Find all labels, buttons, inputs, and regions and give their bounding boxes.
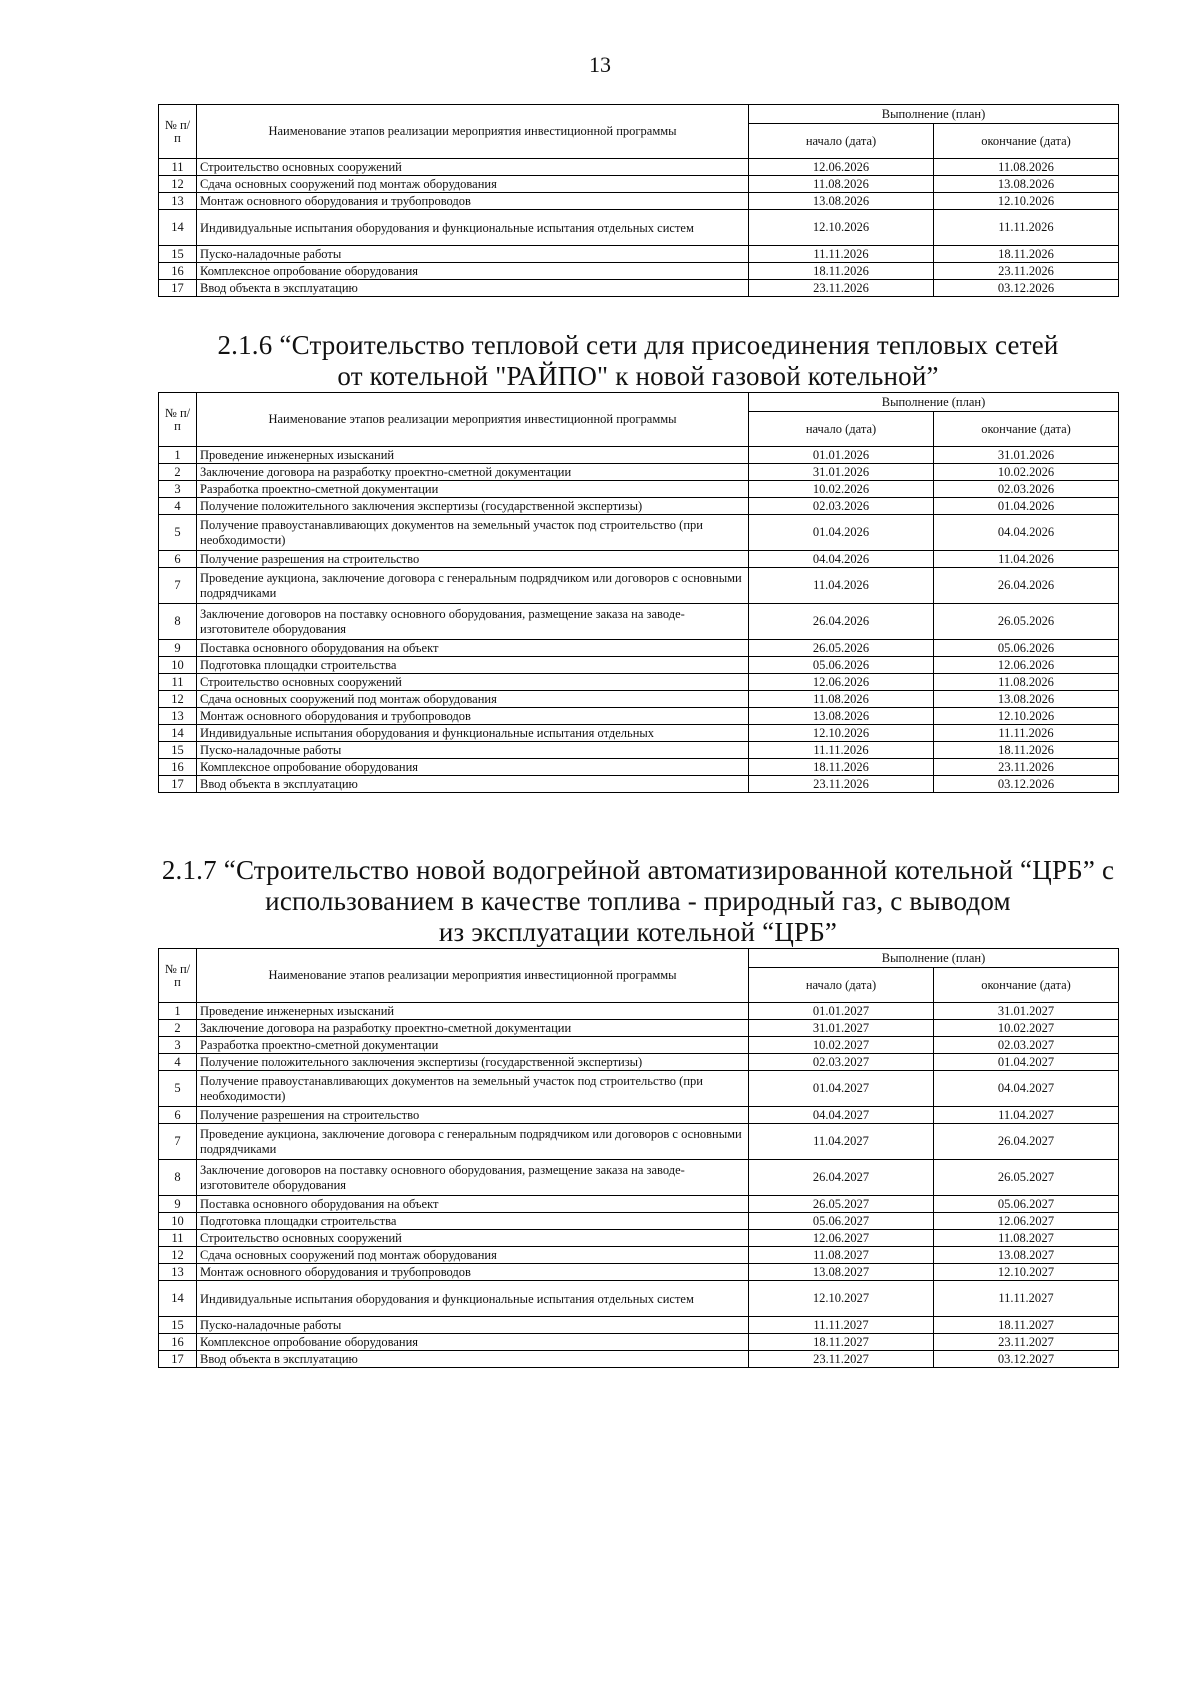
end-date: 02.03.2026 <box>934 481 1119 498</box>
start-date: 26.04.2027 <box>749 1160 934 1196</box>
row-number: 16 <box>159 1334 197 1351</box>
stage-name: Заключение договора на разработку проектно-сметной документации <box>197 464 749 481</box>
end-date: 26.04.2026 <box>934 568 1119 604</box>
end-date: 31.01.2026 <box>934 447 1119 464</box>
end-date: 02.03.2027 <box>934 1037 1119 1054</box>
table-row <box>159 1124 1119 1160</box>
table-row <box>159 1107 1119 1124</box>
header-group: Выполнение (план) <box>749 105 1119 124</box>
table-row <box>159 1351 1119 1368</box>
row-number: 11 <box>159 674 197 691</box>
end-date: 04.04.2026 <box>934 515 1119 551</box>
stage-name: Монтаж основного оборудования и трубопроводов <box>197 193 749 210</box>
end-date: 01.04.2027 <box>934 1054 1119 1071</box>
row-number: 15 <box>159 742 197 759</box>
end-date: 12.10.2026 <box>934 193 1119 210</box>
row-number: 7 <box>159 568 197 604</box>
end-date: 03.12.2027 <box>934 1351 1119 1368</box>
header-end: окончание (дата) <box>934 124 1119 159</box>
row-number: 17 <box>159 776 197 793</box>
start-date: 12.06.2026 <box>749 674 934 691</box>
start-date: 02.03.2027 <box>749 1054 934 1071</box>
table-row <box>159 1334 1119 1351</box>
section-title <box>158 330 1118 392</box>
row-number: 17 <box>159 1351 197 1368</box>
table-row <box>159 1196 1119 1213</box>
start-date: 11.08.2026 <box>749 176 934 193</box>
table-row <box>159 657 1119 674</box>
table-row <box>159 515 1119 551</box>
header-group: Выполнение (план) <box>749 393 1119 412</box>
stage-name: Проведение инженерных изысканий <box>197 447 749 464</box>
start-date: 01.04.2026 <box>749 515 934 551</box>
stage-name: Комплексное опробование оборудования <box>197 759 749 776</box>
end-date: 11.11.2026 <box>934 725 1119 742</box>
stage-name: Получение разрешения на строительство <box>197 551 749 568</box>
stage-name: Пуско-наладочные работы <box>197 246 749 263</box>
start-date: 05.06.2026 <box>749 657 934 674</box>
table-body-2 <box>159 447 1119 793</box>
start-date: 01.01.2026 <box>749 447 934 464</box>
stage-name: Поставка основного оборудования на объект <box>197 640 749 657</box>
stage-name: Заключение договоров на поставку основного оборудования, размещение заказа на заводе-изготовителе оборудования <box>197 1160 749 1196</box>
stage-name: Сдача основных сооружений под монтаж оборудования <box>197 176 749 193</box>
end-date: 23.11.2026 <box>934 263 1119 280</box>
table-row <box>159 246 1119 263</box>
row-number: 12 <box>159 1247 197 1264</box>
section-title-line-2: от котельной "РАЙПО" к новой газовой котельной” <box>337 361 939 391</box>
row-number: 12 <box>159 691 197 708</box>
header-start: начало (дата) <box>749 124 934 159</box>
stage-name: Подготовка площадки строительства <box>197 1213 749 1230</box>
start-date: 18.11.2026 <box>749 263 934 280</box>
end-date: 26.04.2027 <box>934 1124 1119 1160</box>
row-number: 11 <box>159 1230 197 1247</box>
start-date: 13.08.2026 <box>749 708 934 725</box>
stage-name: Ввод объекта в эксплуатацию <box>197 1351 749 1368</box>
table-row <box>159 1264 1119 1281</box>
table-row <box>159 776 1119 793</box>
end-date: 03.12.2026 <box>934 776 1119 793</box>
row-number: 3 <box>159 1037 197 1054</box>
start-date: 11.11.2026 <box>749 246 934 263</box>
header-num: № п/п <box>159 949 197 1003</box>
row-number: 15 <box>159 246 197 263</box>
row-number: 9 <box>159 640 197 657</box>
row-number: 17 <box>159 280 197 297</box>
stage-name: Строительство основных сооружений <box>197 674 749 691</box>
header-num: № п/п <box>159 393 197 447</box>
stage-name: Поставка основного оборудования на объект <box>197 1196 749 1213</box>
table-body-3 <box>159 1003 1119 1368</box>
end-date: 31.01.2027 <box>934 1003 1119 1020</box>
stage-name: Пуско-наладочные работы <box>197 1317 749 1334</box>
stage-name: Строительство основных сооружений <box>197 1230 749 1247</box>
stage-name: Индивидуальные испытания оборудования и функциональные испытания отдельных систем <box>197 1281 749 1317</box>
row-number: 6 <box>159 1107 197 1124</box>
row-number: 14 <box>159 1281 197 1317</box>
end-date: 18.11.2026 <box>934 742 1119 759</box>
table-row <box>159 1054 1119 1071</box>
page-number: 13 <box>589 52 611 77</box>
start-date: 12.06.2026 <box>749 159 934 176</box>
stage-name: Монтаж основного оборудования и трубопроводов <box>197 708 749 725</box>
stage-name: Сдача основных сооружений под монтаж оборудования <box>197 691 749 708</box>
section-title-line-1: 2.1.7 “Строительство новой водогрейной автоматизированной котельной “ЦРБ” с <box>161 855 1115 885</box>
start-date: 10.02.2026 <box>749 481 934 498</box>
stage-name: Индивидуальные испытания оборудования и функциональные испытания отдельных <box>197 725 749 742</box>
start-date: 11.11.2026 <box>749 742 934 759</box>
stage-name: Индивидуальные испытания оборудования и функциональные испытания отдельных систем <box>197 210 749 246</box>
end-date: 12.10.2027 <box>934 1264 1119 1281</box>
end-date: 11.04.2026 <box>934 551 1119 568</box>
table-row <box>159 159 1119 176</box>
table-row <box>159 604 1119 640</box>
start-date: 26.04.2026 <box>749 604 934 640</box>
row-number: 11 <box>159 159 197 176</box>
table-body-1 <box>159 159 1119 297</box>
start-date: 12.10.2026 <box>749 725 934 742</box>
row-number: 2 <box>159 1020 197 1037</box>
end-date: 18.11.2026 <box>934 246 1119 263</box>
table-row <box>159 1037 1119 1054</box>
row-number: 8 <box>159 604 197 640</box>
section-title <box>158 855 1118 948</box>
table-row <box>159 1020 1119 1037</box>
stage-name: Сдача основных сооружений под монтаж оборудования <box>197 1247 749 1264</box>
table-row <box>159 1317 1119 1334</box>
stage-name: Ввод объекта в эксплуатацию <box>197 776 749 793</box>
stage-name: Заключение договора на разработку проектно-сметной документации <box>197 1020 749 1037</box>
header-num: № п/п <box>159 105 197 159</box>
row-number: 10 <box>159 657 197 674</box>
row-number: 1 <box>159 447 197 464</box>
section-title-line-3: из эксплуатации котельной “ЦРБ” <box>438 917 838 947</box>
row-number: 10 <box>159 1213 197 1230</box>
end-date: 05.06.2026 <box>934 640 1119 657</box>
table-row <box>159 1003 1119 1020</box>
end-date: 01.04.2026 <box>934 498 1119 515</box>
end-date: 23.11.2027 <box>934 1334 1119 1351</box>
section-2-1-7 <box>158 855 1118 1368</box>
stage-name: Проведение аукциона, заключение договора с генеральным подрядчиком или договоров с основными подрядчиками <box>197 568 749 604</box>
start-date: 26.05.2026 <box>749 640 934 657</box>
end-date: 18.11.2027 <box>934 1317 1119 1334</box>
row-number: 8 <box>159 1160 197 1196</box>
end-date: 12.06.2026 <box>934 657 1119 674</box>
table-row <box>159 1281 1119 1317</box>
end-date: 11.08.2026 <box>934 674 1119 691</box>
table-row <box>159 674 1119 691</box>
end-date: 11.08.2026 <box>934 159 1119 176</box>
start-date: 01.01.2027 <box>749 1003 934 1020</box>
start-date: 11.11.2027 <box>749 1317 934 1334</box>
section-title-line-1: 2.1.6 “Строительство тепловой сети для присоединения тепловых сетей <box>217 330 1059 360</box>
table-section-1 <box>158 104 1118 297</box>
stage-name: Подготовка площадки строительства <box>197 657 749 674</box>
row-number: 7 <box>159 1124 197 1160</box>
start-date: 26.05.2027 <box>749 1196 934 1213</box>
row-number: 2 <box>159 464 197 481</box>
stage-name: Получение положительного заключения экспертизы (государственной экспертизы) <box>197 498 749 515</box>
start-date: 13.08.2027 <box>749 1264 934 1281</box>
header-name: Наименование этапов реализации мероприятия инвестиционной программы <box>197 949 749 1003</box>
end-date: 10.02.2027 <box>934 1020 1119 1037</box>
end-date: 10.02.2026 <box>934 464 1119 481</box>
table-row <box>159 551 1119 568</box>
end-date: 11.04.2027 <box>934 1107 1119 1124</box>
start-date: 04.04.2026 <box>749 551 934 568</box>
start-date: 12.10.2027 <box>749 1281 934 1317</box>
start-date: 01.04.2027 <box>749 1071 934 1107</box>
table-row <box>159 759 1119 776</box>
table-row <box>159 176 1119 193</box>
table-row <box>159 1230 1119 1247</box>
section-2-1-6 <box>158 330 1118 793</box>
table-header <box>159 949 1119 1003</box>
row-number: 14 <box>159 725 197 742</box>
start-date: 11.04.2026 <box>749 568 934 604</box>
end-date: 04.04.2027 <box>934 1071 1119 1107</box>
table-row <box>159 691 1119 708</box>
row-number: 13 <box>159 1264 197 1281</box>
section-title-line-2: использованием в качестве топлива - природный газ, с выводом <box>265 886 1011 916</box>
header-start: начало (дата) <box>749 968 934 1003</box>
end-date: 26.05.2027 <box>934 1160 1119 1196</box>
row-number: 5 <box>159 1071 197 1107</box>
start-date: 02.03.2026 <box>749 498 934 515</box>
schedule-table-2 <box>158 392 1119 793</box>
start-date: 10.02.2027 <box>749 1037 934 1054</box>
table-row <box>159 1160 1119 1196</box>
stage-name: Получение разрешения на строительство <box>197 1107 749 1124</box>
start-date: 11.08.2026 <box>749 691 934 708</box>
start-date: 18.11.2027 <box>749 1334 934 1351</box>
header-name: Наименование этапов реализации мероприятия инвестиционной программы <box>197 393 749 447</box>
end-date: 05.06.2027 <box>934 1196 1119 1213</box>
start-date: 23.11.2026 <box>749 776 934 793</box>
start-date: 11.04.2027 <box>749 1124 934 1160</box>
table-header <box>159 393 1119 447</box>
row-number: 4 <box>159 498 197 515</box>
table-row <box>159 263 1119 280</box>
table-row <box>159 742 1119 759</box>
table-header <box>159 105 1119 159</box>
table-row <box>159 725 1119 742</box>
stage-name: Ввод объекта в эксплуатацию <box>197 280 749 297</box>
row-number: 13 <box>159 708 197 725</box>
stage-name: Строительство основных сооружений <box>197 159 749 176</box>
end-date: 23.11.2026 <box>934 759 1119 776</box>
row-number: 15 <box>159 1317 197 1334</box>
table-row <box>159 193 1119 210</box>
table-row <box>159 498 1119 515</box>
schedule-table-3 <box>158 948 1119 1368</box>
end-date: 13.08.2026 <box>934 691 1119 708</box>
stage-name: Разработка проектно-сметной документации <box>197 1037 749 1054</box>
table-row <box>159 280 1119 297</box>
table-row <box>159 210 1119 246</box>
table-row <box>159 1213 1119 1230</box>
header-end: окончание (дата) <box>934 968 1119 1003</box>
table-row <box>159 640 1119 657</box>
end-date: 03.12.2026 <box>934 280 1119 297</box>
row-number: 1 <box>159 1003 197 1020</box>
start-date: 04.04.2027 <box>749 1107 934 1124</box>
start-date: 31.01.2026 <box>749 464 934 481</box>
start-date: 12.06.2027 <box>749 1230 934 1247</box>
row-number: 5 <box>159 515 197 551</box>
start-date: 11.08.2027 <box>749 1247 934 1264</box>
stage-name: Заключение договоров на поставку основного оборудования, размещение заказа на заводе-изготовителе оборудования <box>197 604 749 640</box>
end-date: 26.05.2026 <box>934 604 1119 640</box>
start-date: 13.08.2026 <box>749 193 934 210</box>
stage-name: Комплексное опробование оборудования <box>197 263 749 280</box>
stage-name: Пуско-наладочные работы <box>197 742 749 759</box>
row-number: 6 <box>159 551 197 568</box>
row-number: 16 <box>159 263 197 280</box>
table-row <box>159 708 1119 725</box>
stage-name: Получение правоустанавливающих документов на земельный участок под строительство (при необходимости) <box>197 515 749 551</box>
table-row <box>159 481 1119 498</box>
stage-name: Получение положительного заключения экспертизы (государственной экспертизы) <box>197 1054 749 1071</box>
end-date: 13.08.2027 <box>934 1247 1119 1264</box>
end-date: 12.06.2027 <box>934 1213 1119 1230</box>
header-end: окончание (дата) <box>934 412 1119 447</box>
stage-name: Проведение аукциона, заключение договора с генеральным подрядчиком или договоров с основными подрядчиками <box>197 1124 749 1160</box>
row-number: 14 <box>159 210 197 246</box>
start-date: 31.01.2027 <box>749 1020 934 1037</box>
end-date: 11.08.2027 <box>934 1230 1119 1247</box>
table-row <box>159 568 1119 604</box>
end-date: 11.11.2026 <box>934 210 1119 246</box>
start-date: 23.11.2026 <box>749 280 934 297</box>
stage-name: Разработка проектно-сметной документации <box>197 481 749 498</box>
row-number: 4 <box>159 1054 197 1071</box>
end-date: 12.10.2026 <box>934 708 1119 725</box>
row-number: 13 <box>159 193 197 210</box>
row-number: 3 <box>159 481 197 498</box>
table-row <box>159 464 1119 481</box>
header-group: Выполнение (план) <box>749 949 1119 968</box>
table-row <box>159 1071 1119 1107</box>
table-row <box>159 447 1119 464</box>
start-date: 05.06.2027 <box>749 1213 934 1230</box>
start-date: 12.10.2026 <box>749 210 934 246</box>
end-date: 11.11.2027 <box>934 1281 1119 1317</box>
stage-name: Получение правоустанавливающих документов на земельный участок под строительство (при необходимости) <box>197 1071 749 1107</box>
start-date: 18.11.2026 <box>749 759 934 776</box>
start-date: 23.11.2027 <box>749 1351 934 1368</box>
header-name: Наименование этапов реализации мероприятия инвестиционной программы <box>197 105 749 159</box>
schedule-table-1 <box>158 104 1119 297</box>
row-number: 12 <box>159 176 197 193</box>
row-number: 9 <box>159 1196 197 1213</box>
stage-name: Проведение инженерных изысканий <box>197 1003 749 1020</box>
end-date: 13.08.2026 <box>934 176 1119 193</box>
row-number: 16 <box>159 759 197 776</box>
table-row <box>159 1247 1119 1264</box>
stage-name: Комплексное опробование оборудования <box>197 1334 749 1351</box>
header-start: начало (дата) <box>749 412 934 447</box>
stage-name: Монтаж основного оборудования и трубопроводов <box>197 1264 749 1281</box>
